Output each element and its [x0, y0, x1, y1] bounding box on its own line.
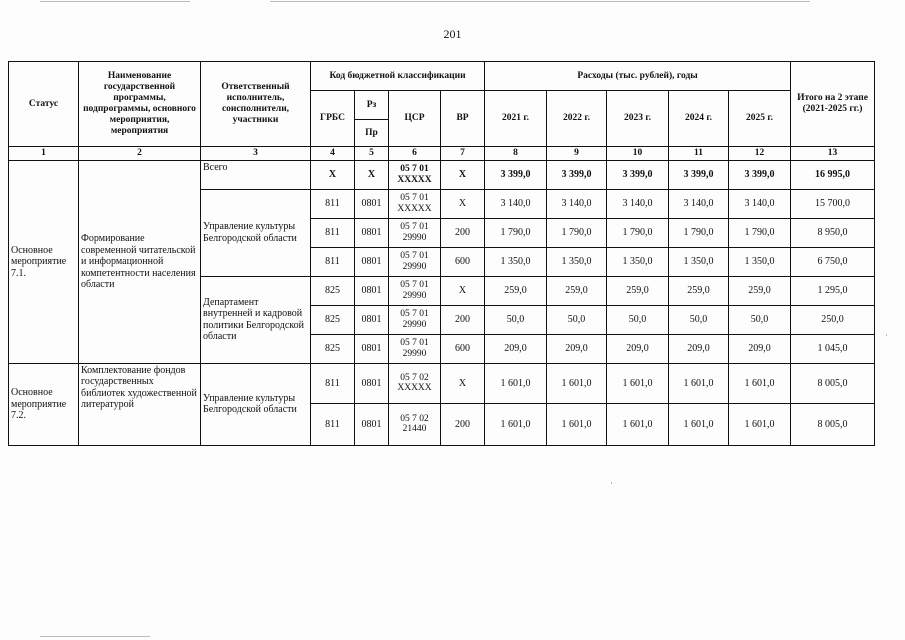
- total-cell: 16 995,0: [791, 160, 875, 189]
- total-cell: 8 005,0: [791, 363, 875, 403]
- scan-speck: ·: [885, 330, 888, 340]
- value-cell: 3 140,0: [729, 189, 791, 218]
- grbs-cell: 825: [311, 305, 355, 334]
- col-number: 8: [485, 147, 547, 161]
- header-year-2022: 2022 г.: [547, 91, 607, 147]
- value-cell: 1 790,0: [729, 218, 791, 247]
- value-cell: 1 350,0: [669, 247, 729, 276]
- column-number-row: [9, 147, 875, 161]
- scan-speck: ·: [610, 478, 613, 488]
- value-cell: 3 140,0: [669, 189, 729, 218]
- activity-status: Основное мероприятие 7.2.: [9, 363, 79, 445]
- value-cell: 259,0: [729, 276, 791, 305]
- value-cell: 1 790,0: [669, 218, 729, 247]
- rzpr-cell: 0801: [355, 334, 389, 363]
- value-cell: 209,0: [729, 334, 791, 363]
- value-cell: 1 601,0: [607, 363, 669, 403]
- bottom-edge-line: [40, 636, 150, 637]
- header-total: Итого на 2 этапе (2021-2025 гг.): [791, 62, 875, 147]
- vr-cell: 600: [441, 334, 485, 363]
- value-cell: 1 790,0: [485, 218, 547, 247]
- rzpr-cell: 0801: [355, 276, 389, 305]
- vr-cell: 200: [441, 305, 485, 334]
- value-cell: 50,0: [547, 305, 607, 334]
- value-cell: 1 350,0: [607, 247, 669, 276]
- total-cell: 250,0: [791, 305, 875, 334]
- vr-cell: X: [441, 276, 485, 305]
- vr-cell: X: [441, 363, 485, 403]
- value-cell: 3 399,0: [729, 160, 791, 189]
- value-cell: 3 399,0: [485, 160, 547, 189]
- value-cell: 209,0: [607, 334, 669, 363]
- value-cell: 1 601,0: [729, 403, 791, 445]
- rzpr-cell: 0801: [355, 247, 389, 276]
- executor-cell: Управление культуры Белгородской области: [201, 363, 311, 445]
- col-number: 5: [355, 147, 389, 161]
- value-cell: 3 399,0: [547, 160, 607, 189]
- value-cell: 50,0: [729, 305, 791, 334]
- vr-cell: 200: [441, 218, 485, 247]
- value-cell: 209,0: [669, 334, 729, 363]
- col-number: 6: [389, 147, 441, 161]
- header-year-2024: 2024 г.: [669, 91, 729, 147]
- top-edge-line-left: [40, 1, 190, 2]
- budget-table: [8, 61, 875, 446]
- col-number: 11: [669, 147, 729, 161]
- csr-cell: 05 7 01 29990: [389, 334, 441, 363]
- value-cell: 1 350,0: [485, 247, 547, 276]
- header-year-2025: 2025 г.: [729, 91, 791, 147]
- value-cell: 3 140,0: [485, 189, 547, 218]
- csr-cell: 05 7 02 21440: [389, 403, 441, 445]
- total-cell: 1 045,0: [791, 334, 875, 363]
- value-cell: 1 601,0: [669, 403, 729, 445]
- col-number: 2: [79, 147, 201, 161]
- value-cell: 1 601,0: [485, 363, 547, 403]
- csr-cell: 05 7 02 XXXXX: [389, 363, 441, 403]
- header-expenses: Расходы (тыс. рублей), годы: [485, 62, 791, 91]
- activity-name: Комплектование фондов государственных библиотек художественной литературой: [79, 363, 201, 445]
- col-number: 12: [729, 147, 791, 161]
- col-number: 10: [607, 147, 669, 161]
- rzpr-cell: X: [355, 160, 389, 189]
- value-cell: 209,0: [547, 334, 607, 363]
- grbs-cell: 811: [311, 403, 355, 445]
- value-cell: 259,0: [669, 276, 729, 305]
- total-cell: 1 295,0: [791, 276, 875, 305]
- value-cell: 50,0: [607, 305, 669, 334]
- value-cell: 1 350,0: [547, 247, 607, 276]
- table-row: [9, 363, 875, 403]
- vr-cell: X: [441, 189, 485, 218]
- activity-name: Формирование современной читательской и информационной компетентности населения области: [79, 160, 201, 363]
- vr-cell: 200: [441, 403, 485, 445]
- col-number: 4: [311, 147, 355, 161]
- executor-cell: Всего: [201, 160, 311, 189]
- total-cell: 8 950,0: [791, 218, 875, 247]
- page-number: 201: [443, 27, 462, 41]
- vr-cell: 600: [441, 247, 485, 276]
- value-cell: 1 790,0: [607, 218, 669, 247]
- header-rz: Рз: [355, 91, 389, 120]
- header-budget-code: Код бюджетной классификации: [311, 62, 485, 91]
- csr-cell: 05 7 01 29990: [389, 276, 441, 305]
- value-cell: 3 140,0: [607, 189, 669, 218]
- grbs-cell: X: [311, 160, 355, 189]
- col-number: 3: [201, 147, 311, 161]
- header-pr: Пр: [355, 120, 389, 147]
- rzpr-cell: 0801: [355, 189, 389, 218]
- grbs-cell: 811: [311, 218, 355, 247]
- grbs-cell: 811: [311, 189, 355, 218]
- value-cell: 3 399,0: [669, 160, 729, 189]
- table-row: [9, 160, 875, 189]
- header-executor: Ответственный исполнитель, соисполнители, участники: [201, 62, 311, 147]
- grbs-cell: 825: [311, 276, 355, 305]
- header-year-2021: 2021 г.: [485, 91, 547, 147]
- total-cell: 15 700,0: [791, 189, 875, 218]
- header-grbs: ГРБС: [311, 91, 355, 147]
- value-cell: 1 601,0: [547, 403, 607, 445]
- rzpr-cell: 0801: [355, 305, 389, 334]
- value-cell: 50,0: [669, 305, 729, 334]
- csr-cell: 05 7 01 29990: [389, 218, 441, 247]
- grbs-cell: 811: [311, 247, 355, 276]
- value-cell: 1 601,0: [729, 363, 791, 403]
- total-cell: 6 750,0: [791, 247, 875, 276]
- value-cell: 3 140,0: [547, 189, 607, 218]
- value-cell: 3 399,0: [607, 160, 669, 189]
- executor-cell: Управление культуры Белгородской области: [201, 189, 311, 276]
- value-cell: 209,0: [485, 334, 547, 363]
- activity-status: Основное мероприятие 7.1.: [9, 160, 79, 363]
- header-csr: ЦСР: [389, 91, 441, 147]
- top-edge-line-right: [270, 1, 810, 2]
- value-cell: 259,0: [485, 276, 547, 305]
- header-year-2023: 2023 г.: [607, 91, 669, 147]
- executor-cell: Департамент внутренней и кадровой политики Белгородской области: [201, 276, 311, 363]
- csr-cell: 05 7 01 XXXXX: [389, 189, 441, 218]
- total-cell: 8 005,0: [791, 403, 875, 445]
- vr-cell: X: [441, 160, 485, 189]
- csr-cell: 05 7 01 29990: [389, 305, 441, 334]
- header-name: Наименование государственной программы, подпрограммы, основного мероприятия, мероприятия: [79, 62, 201, 147]
- value-cell: 259,0: [547, 276, 607, 305]
- csr-cell: 05 7 01 XXXXX: [389, 160, 441, 189]
- value-cell: 50,0: [485, 305, 547, 334]
- header-status: Статус: [9, 62, 79, 147]
- rzpr-cell: 0801: [355, 363, 389, 403]
- value-cell: 259,0: [607, 276, 669, 305]
- grbs-cell: 811: [311, 363, 355, 403]
- value-cell: 1 350,0: [729, 247, 791, 276]
- value-cell: 1 601,0: [485, 403, 547, 445]
- csr-cell: 05 7 01 29990: [389, 247, 441, 276]
- col-number: 7: [441, 147, 485, 161]
- col-number: 13: [791, 147, 875, 161]
- col-number: 1: [9, 147, 79, 161]
- header-row-1: [9, 62, 875, 91]
- col-number: 9: [547, 147, 607, 161]
- rzpr-cell: 0801: [355, 403, 389, 445]
- value-cell: 1 601,0: [607, 403, 669, 445]
- value-cell: 1 601,0: [547, 363, 607, 403]
- value-cell: 1 601,0: [669, 363, 729, 403]
- grbs-cell: 825: [311, 334, 355, 363]
- rzpr-cell: 0801: [355, 218, 389, 247]
- value-cell: 1 790,0: [547, 218, 607, 247]
- header-vr: ВР: [441, 91, 485, 147]
